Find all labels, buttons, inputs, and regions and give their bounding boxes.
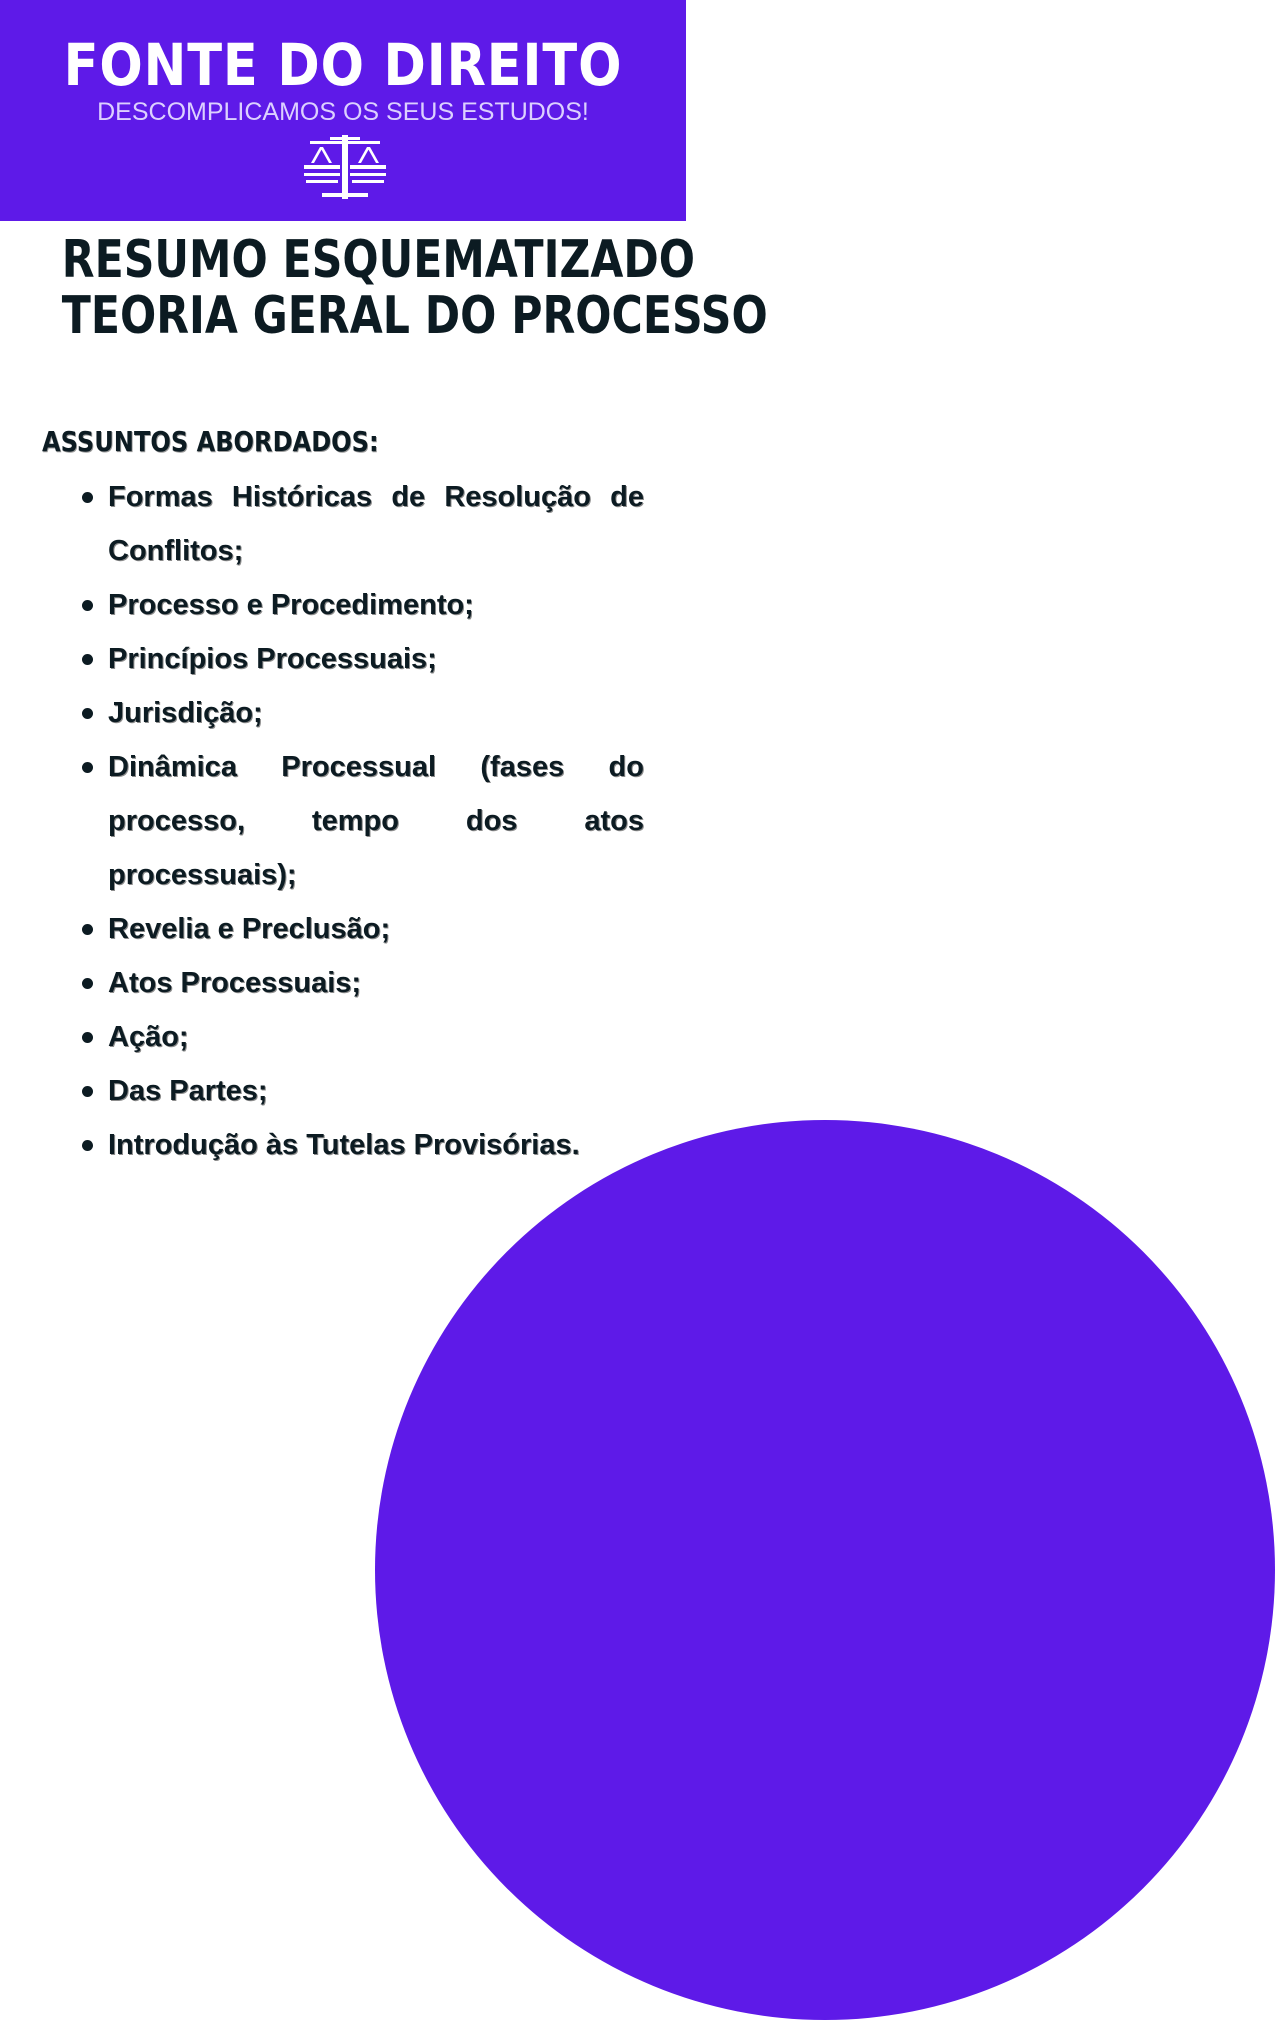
decorative-corner-circle: [375, 1120, 1275, 2020]
document-title-line-1: RESUMO ESQUEMATIZADO: [61, 230, 696, 290]
topics-heading: ASSUNTOS ABORDADOS:: [42, 425, 379, 458]
header-banner: [0, 0, 686, 221]
brand-title: FONTE DO DIREITO: [63, 31, 623, 99]
list-item: Das Partes;: [108, 1064, 644, 1118]
list-item: Ação;: [108, 1010, 644, 1064]
document-title: [0, 230, 768, 346]
list-item: Dinâmica Processual (fases do processo, tempo dos atos processuais);: [108, 740, 644, 902]
list-item: Jurisdição;: [108, 686, 644, 740]
scales-of-justice-icon: [300, 135, 390, 199]
list-item: Introdução às Tutelas Provisórias.: [108, 1118, 644, 1172]
list-item: Revelia e Preclusão;: [108, 902, 644, 956]
topic-list: [108, 470, 644, 1172]
list-item: Processo e Procedimento;: [108, 578, 644, 632]
list-item: Atos Processuais;: [108, 956, 644, 1010]
document-title-line-2: TEORIA GERAL DO PROCESSO: [61, 286, 768, 346]
list-item: Princípios Processuais;: [108, 632, 644, 686]
page: [0, 0, 768, 1537]
list-item: Formas Históricas de Resolução de Conflitos;: [108, 470, 644, 578]
brand-tagline: DESCOMPLICAMOS OS SEUS ESTUDOS!: [97, 98, 589, 126]
